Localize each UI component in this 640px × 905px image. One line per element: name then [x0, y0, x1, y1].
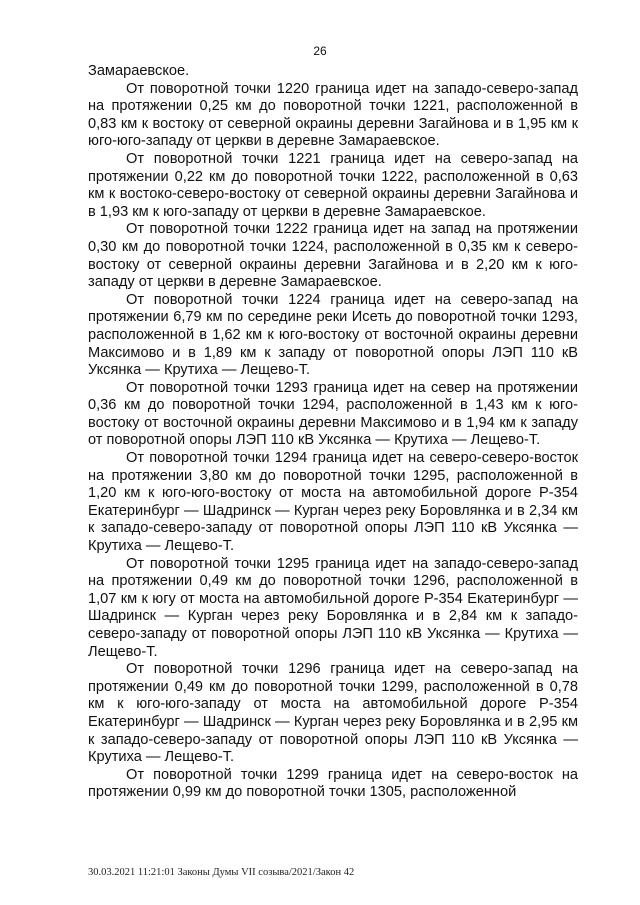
paragraph-continuation: Замараевское. [88, 63, 190, 79]
paragraph: От поворотной точки 1294 граница идет на северо-северо-восток на протяжении 3,80 км до поворотной точки 1295, расположенной в 1,20 км к юго-юго-востоку от моста на автомобильной дороге Р-354 Екатеринбург — Шадринск — Курган через реку Боровлянка и в 2,34 км к западо-северо-западу от поворотной опоры ЛЭП 110 кВ Уксянка — Крутиха — Лещево-Т. [88, 450, 578, 555]
page-number: 26 [313, 44, 327, 58]
paragraph: От поворотной точки 1296 граница идет на северо-запад на протяжении 0,49 км до поворотной точки 1299, расположенной в 0,78 км к юго-юго-западу от моста на автомобильной дороге Р-354 Екатеринбург — Шадринск — Курган через реку Боровлянка и в 2,95 км к западо-северо-западу от поворотной опоры ЛЭП 110 кВ Уксянка — Крутиха — Лещево-Т. [88, 661, 578, 766]
paragraph: От поворотной точки 1295 граница идет на западо-северо-запад на протяжении 0,49 км до поворотной точки 1296, расположенной в 1,07 км к югу от моста на автомобильной дороге Р-354 Екатеринбург — Шадринск — Курган через реку Боровлянка и в 2,84 км к западо-северо-западу от поворотной опоры ЛЭП 110 кВ Уксянка — Крутиха — Лещево-Т. [88, 555, 578, 660]
paragraph: От поворотной точки 1299 граница идет на северо-восток на протяжении 0,99 км до поворотной точки 1305, расположенной [88, 766, 578, 801]
paragraph: От поворотной точки 1222 граница идет на запад на протяжении 0,30 км до поворотной точки 1224, расположенной в 0,35 км к северо-востоку от северной окраины деревни Загайнова и в 2,20 км к юго-западу от церкви в деревне Замараевское. [88, 221, 578, 291]
document-body [88, 63, 578, 802]
document-footer: 30.03.2021 11:21:01 Законы Думы VII созыва/2021/Закон 42 [88, 867, 355, 878]
paragraph: От поворотной точки 1224 граница идет на северо-запад на протяжении 6,79 км по середине реки Исеть до поворотной точки 1293, расположенной в 1,62 км к юго-востоку от восточной окраины деревни Максимово и в 1,89 км к западу от поворотной опоры ЛЭП 110 кВ Уксянка — Крутиха — Лещево-Т. [88, 291, 578, 379]
paragraph: От поворотной точки 1220 граница идет на западо-северо-запад на протяжении 0,25 км до поворотной точки 1221, расположенной в 0,83 км к востоку от северной окраины деревни Загайнова и в 1,95 км к юго-юго-западу от церкви в деревне Замараевское. [88, 80, 578, 150]
paragraph: От поворотной точки 1293 граница идет на север на протяжении 0,36 км до поворотной точки 1294, расположенной в 1,43 км к юго-востоку от восточной окраины деревни Максимово и в 1,94 км к западу от поворотной опоры ЛЭП 110 кВ Уксянка — Крутиха — Лещево-Т. [88, 379, 578, 449]
paragraph: От поворотной точки 1221 граница идет на северо-запад на протяжении 0,22 км до поворотной точки 1222, расположенной в 0,63 км к востоко-северо-востоку от северной окраины деревни Загайнова и в 1,93 км к юго-западу от церкви в деревне Замараевское. [88, 150, 578, 220]
